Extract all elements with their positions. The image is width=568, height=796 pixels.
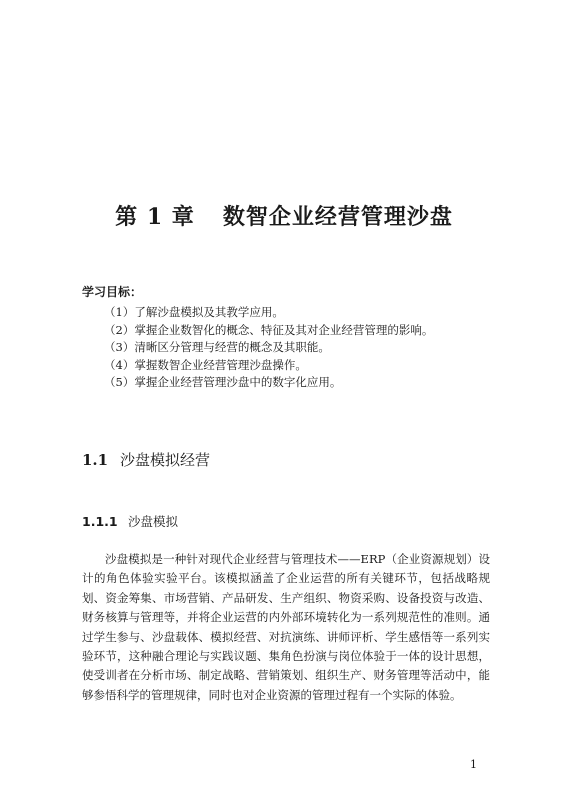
objective-item: （1）了解沙盘模拟及其教学应用。 (104, 305, 284, 319)
objective-item: （4）掌握数智企业经营管理沙盘操作。 (104, 357, 307, 372)
subsection-heading (82, 512, 178, 530)
objective-item: （3）清晰区分管理与经营的概念及其职能。 (104, 340, 330, 355)
chapter-number: 第 1 章 (115, 204, 195, 230)
objective-item: （5）掌握企业经营管理沙盘中的数字化应用。 (104, 375, 342, 390)
learning-objectives-label: 学习目标： (82, 285, 143, 299)
subsection-title: 沙盘模拟 (128, 514, 179, 529)
subsection-number: 1.1.1 (82, 514, 118, 529)
section-heading (82, 449, 210, 470)
learning-objectives-list (104, 304, 433, 392)
chapter-heading (0, 200, 568, 231)
objective-item: （2）掌握企业数智化的概念、特征及其对企业经营管理的影响。 (104, 322, 434, 337)
page-number: 1 (470, 758, 477, 771)
body-paragraph: 沙盘模拟是一种针对现代企业经营与管理技术——ERP（企业资源规划）设计的角色体验实验平台。该模拟涵盖了企业运营的所有关键环节，包括战略规划、资金筹集、市场营销、产品研发、生产组织、物资采购、设备投资与改造、财务核算与管理等，并将企业运营的内外部环境转化为一系列规范性的准则。通过学生参与、沙盘载体、模拟经营、对抗演练、讲师评析、学生感悟等一系列实验环节，这种融合理论与实践议题、集角色扮演与岗位体验于一体的设计思想，使受训者在分析市场、制定战略、营销策划、组织生产、财务管理等活动中，能够参悟科学的管理规律，同时也对企业资源的管理过程有一个实际的体验。 (82, 552, 490, 702)
section-number: 1.1 (82, 451, 109, 469)
chapter-title: 数智企业经营管理沙盘 (222, 204, 453, 230)
section-title: 沙盘模拟经营 (120, 451, 211, 469)
